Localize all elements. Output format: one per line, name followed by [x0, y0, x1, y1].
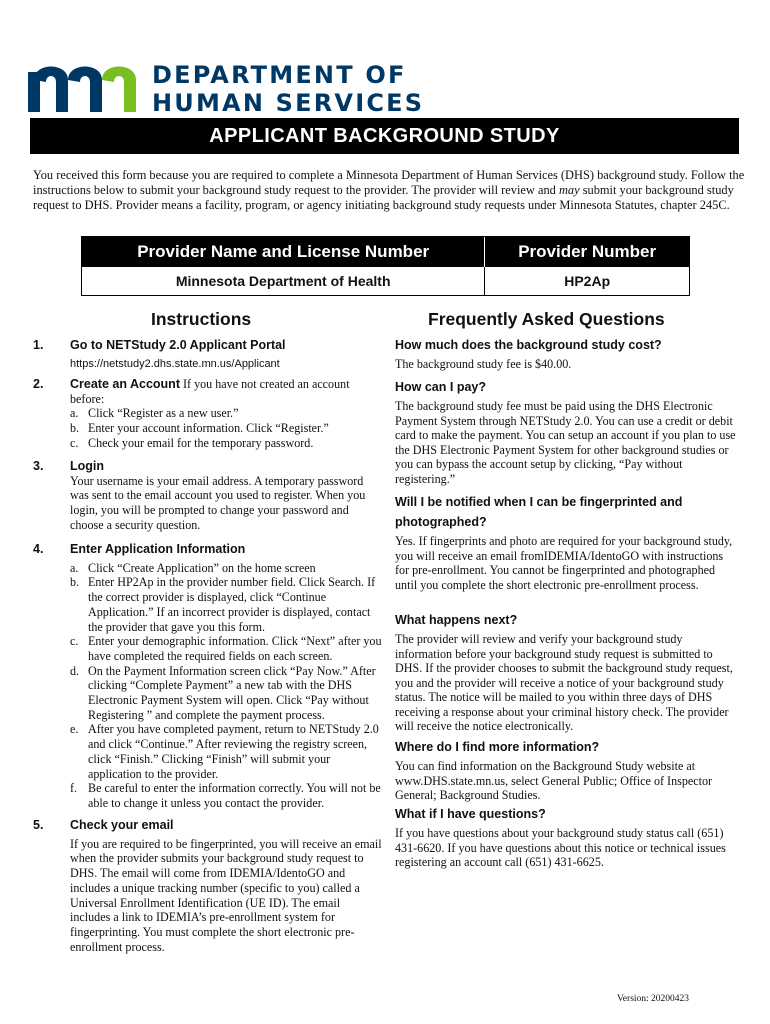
- instruction-step-4: [33, 542, 383, 811]
- faq-question: Will I be notified when I can be fingerprinted and photographed?: [395, 495, 683, 529]
- faq-answer: The background study fee must be paid using the DHS Electronic Payment System through NETStudy 2.0. You can use a credit or debit card to make the payment. You can setup an account if you plan to use the DHS Electronic Payment System for other background studies or you can bypass the account setup by clicking, “Pay without registering.”: [395, 399, 736, 486]
- dept-name-line2: HUMAN SERVICES: [152, 89, 425, 117]
- dept-name-line1: DEPARTMENT OF: [152, 61, 407, 89]
- faq-item: [395, 335, 740, 372]
- step-number: 3.: [33, 459, 44, 473]
- provider-table: [81, 236, 690, 296]
- provider-name-value: Minnesota Department of Health: [175, 273, 391, 289]
- provider-number-header: Provider Number: [484, 237, 689, 267]
- applicant-portal-link[interactable]: https://netstudy2.dhs.state.mn.us/Applicant: [70, 357, 280, 370]
- list-item: b. Enter your account information. Click “Register.”: [70, 421, 329, 436]
- list-item: d. On the Payment Information screen click “Pay Now.” After clicking “Complete Payment” a new tab with the DHS Electronic Payment System will open. Click “Pay without Registering ” and complete the payment process.: [70, 663, 376, 722]
- faq-question: How much does the background study cost?: [395, 338, 662, 352]
- step-title: Login: [70, 459, 105, 473]
- provider-number-value: HP2Ap: [484, 267, 689, 295]
- intro-text-2: submit your background study request to DHS. Provider means a facility, program, or agency initiating background study requests under Minnesota Statutes, chapter 245C.: [33, 183, 734, 212]
- instructions-heading: Instructions: [151, 309, 252, 329]
- faq-question: What happens next?: [395, 613, 518, 627]
- step-text: If you are required to be fingerprinted, you will receive an email when the provider submits your background study request to DHS. The email will come from IDEMIA/IdentoGO and includes a unique tracking number (specific to you) called a Universal Enrollment Identification (UE ID). The email includes a link to IDEMIA’s pre-enrollment system for fingerprinting. You must complete the short electronic pre-enrollment process.: [70, 836, 382, 954]
- list-item: b. Enter HP2Ap in the provider number field. Click Search. If the correct provider is displayed, click “Continue Application.” If an incorrect provider is displayed, contact the provider that gave you this form.: [70, 575, 376, 634]
- list-item: a. Click “Create Application” on the home screen: [70, 560, 316, 575]
- faq-question: How can I pay?: [395, 380, 486, 394]
- faq-answer: If you have questions about your background study status call (651) 431-6620. If you have questions about this notice or technical issues registering an account call (651) 431-6625.: [395, 826, 726, 869]
- step-number: 4.: [33, 542, 44, 556]
- faq-answer: The background study fee is $40.00.: [395, 357, 572, 371]
- instruction-step-2: [33, 377, 383, 451]
- step-title: Enter Application Information: [70, 542, 246, 556]
- faq-item: [395, 610, 740, 734]
- list-item: e. After you have completed payment, return to NETStudy 2.0 and click “Continue.” After reviewing the registry screen, click “Finish.” Clicking “Finish” will submit your application to the provider.: [70, 722, 379, 781]
- faq-item: [395, 804, 740, 870]
- faq-answer: The provider will review and verify your background study information before your background study request is submitted to DHS. If the provider chooses to submit the background study request, you and the provider will receive a notice of your background study status. The notice will be mailed to you within three days of DHS receiving a response about your criminal history check. The provider will receive the notice electronically.: [395, 632, 733, 733]
- page-title: APPLICANT BACKGROUND STUDY: [30, 118, 739, 154]
- step-title: Go to NETStudy 2.0 Applicant Portal: [70, 338, 286, 352]
- provider-table-row: [82, 267, 689, 295]
- list-item: c. Check your email for the temporary password.: [70, 435, 314, 450]
- faq-heading: Frequently Asked Questions: [428, 309, 665, 329]
- list-item: f. Be careful to enter the information correctly. You will not be able to change it unless you contact the provider.: [70, 781, 381, 810]
- step-text: Your username is your email address. A temporary password was sent to the email account you used to register. When you login, you will be prompted to change your password and choose a security question.: [70, 473, 366, 532]
- intro-emphasis: may: [558, 183, 580, 197]
- step-number: 5.: [33, 818, 44, 832]
- step-number: 1.: [33, 338, 44, 352]
- step-number: 2.: [33, 377, 44, 391]
- step-title: Create an Account: [70, 377, 180, 391]
- faq-question: What if I have questions?: [395, 807, 546, 821]
- list-item: c. Enter your demographic information. Click “Next” after you have completed the required fields on each screen.: [70, 634, 382, 663]
- intro-text-1: You received this form because you are required to complete a Minnesota Department of Human Services (DHS) background study. Follow the instructions below to submit your background study request to the provider. The provider will review and: [33, 168, 745, 197]
- instruction-step-3: [33, 459, 383, 533]
- instruction-step-5: [33, 818, 383, 954]
- faq-answer: You can find information on the Background Study website at www.DHS.state.mn.us, select General Public; Office of Inspector General; Background Studies.: [395, 759, 713, 802]
- faq-question: Where do I find more information?: [395, 740, 600, 754]
- step-title: Check your email: [70, 818, 174, 832]
- provider-name-header: Provider Name and License Number: [137, 242, 430, 261]
- mn-logo-icon: [28, 60, 140, 112]
- version-label: Version: 20200423: [617, 994, 690, 1004]
- intro-paragraph: [33, 168, 745, 213]
- faq-item: [395, 492, 740, 592]
- faq-answer: Yes. If fingerprints and photo are required for your background study, you will receive an email fromIDEMIA/IdentoGO with instructions for pre-enrollment. You cannot be fingerprinted and photographed until you complete the short electronic pre-enrollment process.: [395, 534, 733, 592]
- instruction-step-1: [33, 338, 383, 371]
- list-item: a. Click “Register as a new user.”: [70, 406, 239, 421]
- faq-item: [395, 377, 740, 486]
- step-text: If you have not created an account before:: [70, 377, 350, 406]
- provider-table-header: [82, 237, 689, 267]
- faq-item: [395, 737, 740, 803]
